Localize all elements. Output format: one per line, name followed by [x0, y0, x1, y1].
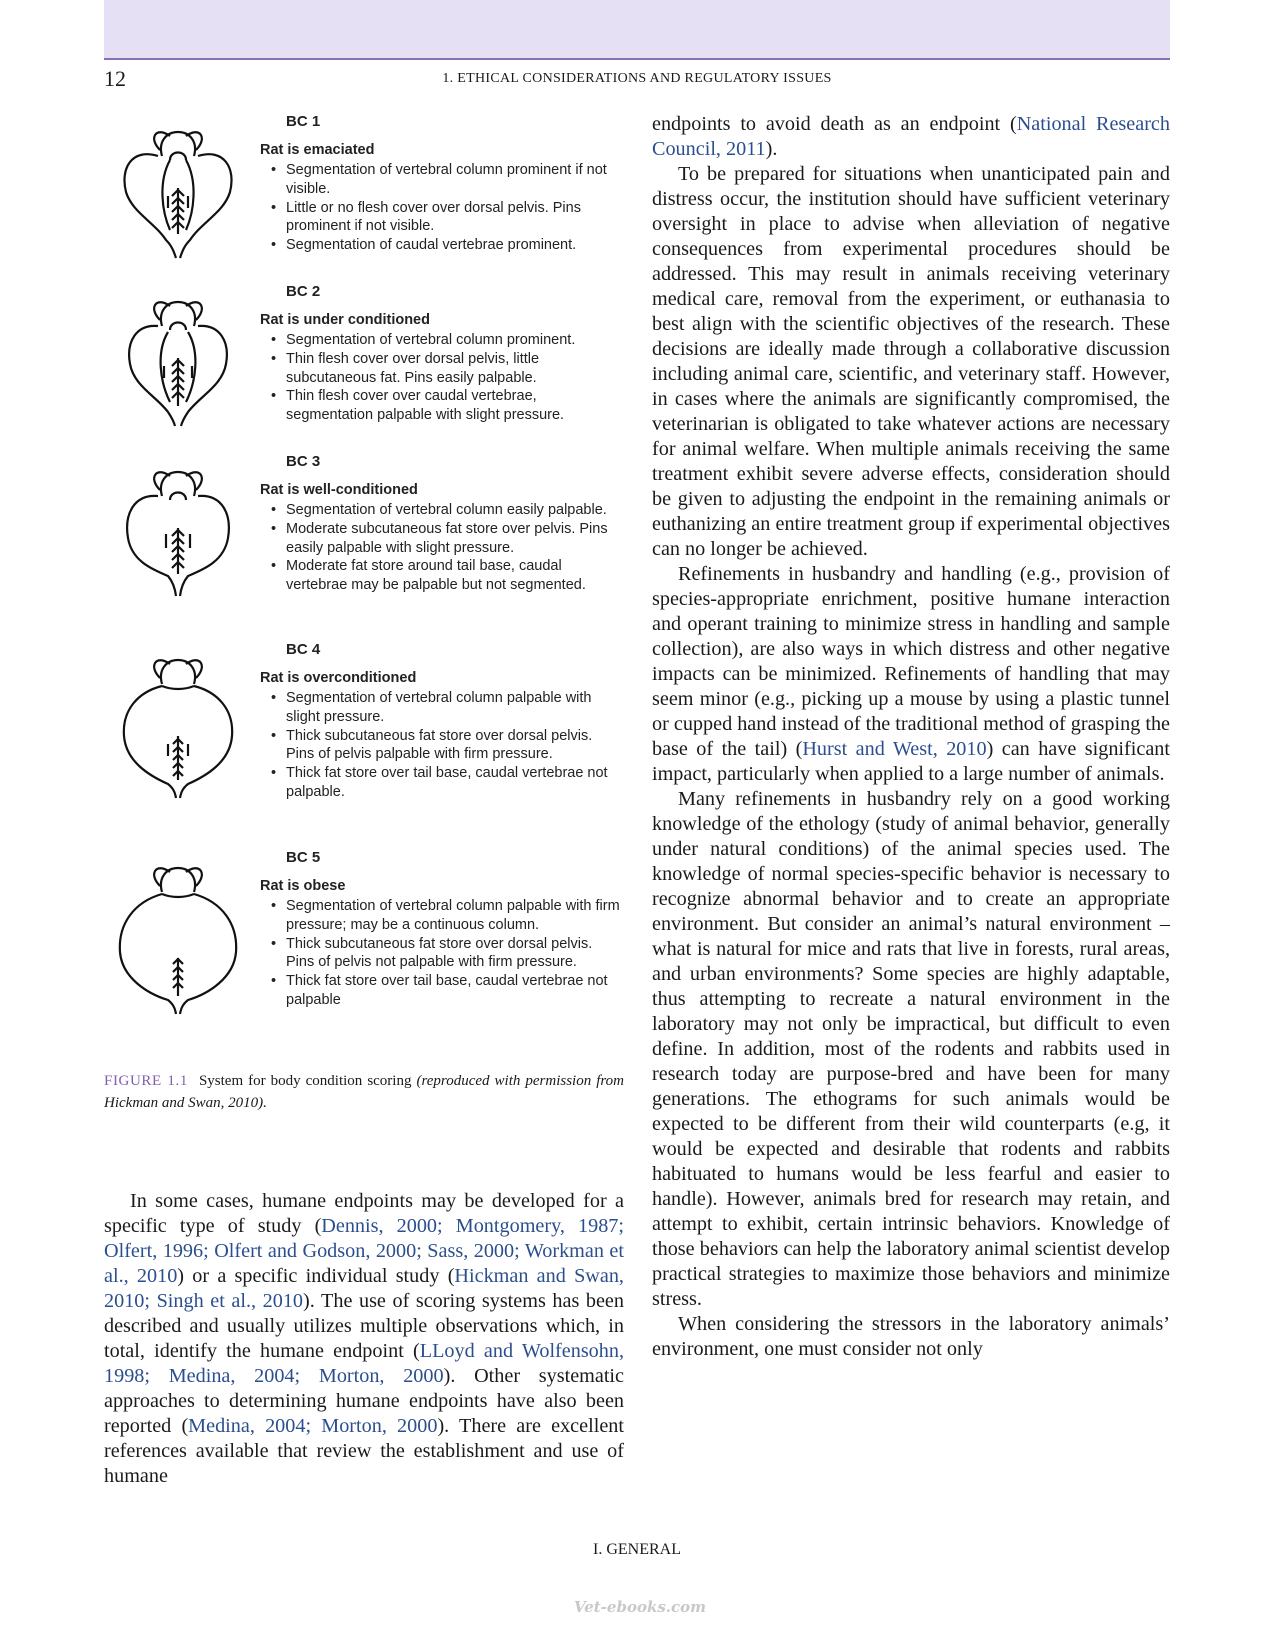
rat-outline-bc3-icon — [118, 452, 238, 602]
figure-body-condition — [104, 112, 624, 1112]
figure-caption-label: FIGURE 1.1 — [104, 1073, 188, 1089]
bc-bullet: • Segmentation of vertebral column prominent. — [260, 331, 624, 350]
bc-text-2 — [260, 282, 624, 425]
paragraph-text: Refinements in husbandry and handling (e.g., provision of species-appropriate enrichment, positive humane interaction and operant training to minimize stress in handling and sample collection), are also ways in which distress and other negative impacts can be minimized. Refinements of handling that may seem minor (e.g., picking up a mouse by using a plastic tunnel or cupped hand instead of the traditional method of grasping the base of the tail) ( — [652, 563, 1171, 760]
figure-caption — [104, 1070, 624, 1114]
running-head: 1. ETHICAL CONSIDERATIONS AND REGULATORY ISSUES — [442, 71, 832, 86]
bc-bullet: • Segmentation of vertebral column palpable with firm pressure; may be a continuous column. — [260, 897, 624, 935]
paragraph — [104, 1189, 624, 1489]
figure-caption-text: System for body condition scoring — [198, 1073, 412, 1089]
bc-status: Rat is emaciated — [260, 142, 375, 158]
bc-heading: BC 3 — [286, 453, 321, 470]
paragraph-text: When considering the stressors in the laboratory animals’ environment, one must consider not only — [652, 1313, 1170, 1360]
bc-text-1 — [260, 112, 624, 255]
bc-status: Rat is overconditioned — [260, 670, 417, 686]
bc-bullet: • Segmentation of caudal vertebrae prominent. — [260, 236, 624, 255]
paragraph-text: ). The use of scoring systems has been described and usually utilizes multiple observations which, in total, identify the humane endpoint ( — [104, 1290, 624, 1362]
paragraph — [652, 562, 1170, 787]
bc-bullet: • Thick subcutaneous fat store over dorsal pelvis. Pins of pelvis palpable with firm pressure. — [260, 727, 624, 765]
bc-heading: BC 5 — [286, 849, 321, 866]
page-number: 12 — [104, 66, 126, 91]
bc-bullet: • Thick fat store over tail base, caudal vertebrae not palpable. — [260, 764, 624, 802]
bc-text-4 — [260, 640, 624, 802]
paragraph-text: In some cases, humane endpoints may be developed for a specific type of study ( — [104, 1190, 624, 1237]
paragraph — [652, 1312, 1170, 1362]
paragraph-text: Many refinements in husbandry rely on a good working knowledge of the ethology (study of animal behavior, generally under natural conditions) of the animal species used. The knowledge of normal species-specific behavior is necessary to recognize abnormal behavior and to create an appropriate environment. But consider an animal’s natural environment – what is natural for mice and rats that live in forests, rural areas, and urban environments? Some species are highly adaptable, thus attempting to recreate a natural environment in the laboratory may not only be impractical, but difficult to even define. In addition, most of the rodents and rabbits used in research today are purpose-bred and have been for many generations. The ethograms for such animals would be expected to be different from their wild counterparts (e.g, it would be expected and desirable that rodents and rabbits habituated to humans would be less fearful and easier to handle). However, animals bred for research may retain, and attempt to exhibit, certain intrinsic behaviors. Knowledge of those behaviors can help the laboratory animal scientist develop practical strategies to maximize those behaviors and minimize stress. — [652, 788, 1170, 1310]
bc-status: Rat is obese — [260, 878, 346, 894]
paragraph — [652, 162, 1170, 562]
bc-bullet: • Segmentation of vertebral column palpable with slight pressure. — [260, 689, 624, 727]
bc-bullet: • Thick subcutaneous fat store over dorsal pelvis. Pins of pelvis not palpable with firm pressure. — [260, 935, 624, 973]
rat-outline-bc1-icon — [118, 112, 238, 262]
bc-bullet-list — [260, 689, 624, 802]
paragraph — [652, 112, 1170, 162]
bc-bullet: • Moderate fat store around tail base, caudal vertebrae may be palpable but not segmented. — [260, 557, 624, 595]
rat-outline-bc5-icon — [118, 848, 238, 1018]
header-band — [104, 0, 1170, 60]
bc-bullet-list — [260, 331, 624, 425]
bc-status: Rat is well-conditioned — [260, 482, 418, 498]
paragraph-text: To be prepared for situations when unanticipated pain and distress occur, the institution should have sufficient veterinary oversight in place to advise when alleviation of negative consequences from experimental procedures should be addressed. This may result in animals receiving veterinary medical care, removal from the experiment, or euthanasia to best align with the scientific objectives of the research. These decisions are ideally made through a collaborative discussion including animal care, scientific, and veterinary staff. However, in cases where the animals are significantly compromised, the veterinarian is obligated to take whatever actions are necessary for animal welfare. When multiple animals receiving the same treatment exhibit severe adverse effects, consideration should be given to adjusting the endpoint in the remaining animals or euthanizing an entire treatment group if experimental objectives can no longer be achieved. — [652, 163, 1170, 560]
rat-outline-bc4-icon — [118, 640, 238, 800]
bc-bullet: • Segmentation of vertebral column prominent if not visible. — [260, 161, 624, 199]
bc-bullet: • Thick fat store over tail base, caudal vertebrae not palpable — [260, 972, 624, 1010]
bc-text-5 — [260, 848, 624, 1010]
figure-caption-credit: (reproduced with permission from Hickman and Swan, 2010). — [104, 1073, 625, 1111]
paragraph-text: ). There are excellent references available that review the establishment and use of humane — [104, 1415, 624, 1487]
bc-bullet: • Little or no flesh cover over dorsal pelvis. Pins prominent if not visible. — [260, 199, 624, 237]
paragraph-text: ) or a specific individual study ( — [177, 1265, 455, 1287]
citation-link[interactable]: LLoyd and Wolfensohn, 1998; Medina, 2004; Morton, 2000 — [104, 1340, 625, 1387]
citation-link[interactable]: Medina, 2004; Morton, 2000 — [188, 1415, 438, 1437]
rat-outline-bc2-icon — [118, 282, 238, 432]
bc-bullet: • Moderate subcutaneous fat store over pelvis. Pins easily palpable with slight pressure. — [260, 520, 624, 558]
paragraph-text: ). — [765, 138, 778, 160]
citation-link[interactable]: Hurst and West, 2010 — [802, 738, 987, 760]
bc-status: Rat is under conditioned — [260, 312, 430, 328]
bc-text-3 — [260, 452, 624, 595]
right-column-text — [652, 112, 1170, 1362]
citation-link[interactable]: Dennis, 2000; Montgomery, 1987; Olfert, 1996; Olfert and Godson, 2000; Sass, 2000; Workman et al., 2010 — [104, 1215, 625, 1287]
left-column-text — [104, 1189, 624, 1489]
bc-heading: BC 1 — [286, 113, 321, 130]
paragraph-text: ). Other systematic approaches to determining humane endpoints have also been reported ( — [104, 1365, 625, 1437]
paragraph-text: endpoints to avoid death as an endpoint ( — [652, 113, 1017, 135]
paragraph — [652, 787, 1170, 1312]
watermark-logo: Vet-ebooks.com — [573, 1598, 707, 1616]
bc-heading: BC 2 — [286, 283, 321, 300]
bc-heading: BC 4 — [286, 641, 321, 658]
footer-section-label: I. GENERAL — [593, 1541, 681, 1558]
citation-link[interactable]: National Research Council, 2011 — [652, 113, 1170, 160]
bc-bullet: • Thin flesh cover over caudal vertebrae, segmentation palpable with slight pressure. — [260, 387, 624, 425]
paragraph-text: ) can have significant impact, particularly when applied to a large number of animals. — [652, 738, 1170, 785]
bc-bullet: • Thin flesh cover over dorsal pelvis, little subcutaneous fat. Pins easily palpable. — [260, 350, 624, 388]
bc-bullet-list — [260, 161, 624, 255]
bc-bullet-list — [260, 897, 624, 1010]
citation-link[interactable]: Hickman and Swan, 2010; Singh et al., 2010 — [104, 1265, 624, 1312]
bc-bullet: • Segmentation of vertebral column easily palpable. — [260, 501, 624, 520]
bc-bullet-list — [260, 501, 624, 595]
